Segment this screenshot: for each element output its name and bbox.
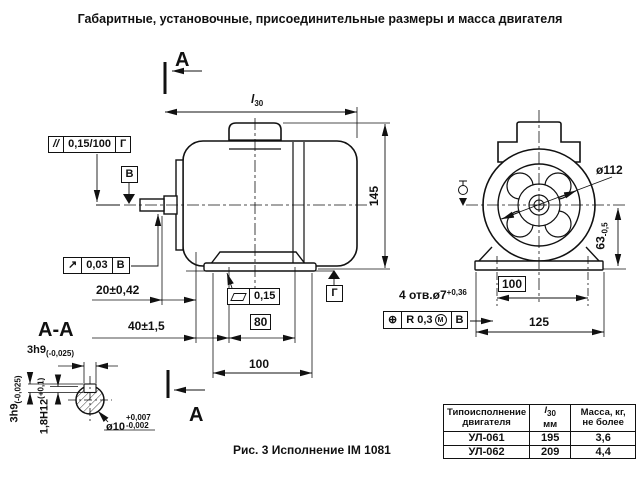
dim-feet-100: 100	[249, 357, 270, 371]
dim-base-125: 125	[529, 315, 550, 329]
cell-model: УЛ-062	[444, 445, 530, 459]
parallelism-datum: Г	[115, 137, 130, 152]
dim-80-framed: 80	[250, 314, 271, 330]
dim-height-145: 145	[367, 185, 381, 207]
table-row	[444, 432, 636, 446]
col-header-model: Типоисполнение двигателя	[444, 405, 530, 432]
dim-key-height: $3h9_{(-0,025)}$	[8, 375, 23, 423]
table-row	[444, 445, 636, 459]
flatness-icon	[228, 289, 249, 304]
table-header-row	[444, 405, 636, 432]
datum-flag-g: Г	[326, 285, 343, 302]
page-title: Габаритные, установочные, присоединительные размеры и масса двигателя	[77, 12, 563, 26]
section-view-title: A-A	[38, 319, 74, 341]
section-arrow-bottom-label: A	[189, 404, 204, 426]
col-header-l30: $l_{30}$ мм	[530, 405, 571, 432]
flatness-tolerance-frame	[227, 288, 280, 305]
dim-40: 40±1,5	[128, 319, 165, 333]
position-icon: ⊕	[388, 313, 398, 326]
figure-caption: Рис. 3 Исполнение IM 1081	[233, 443, 391, 457]
section-arrow-top-label: A	[175, 49, 190, 71]
side-view	[92, 62, 390, 398]
runout-tolerance-frame	[63, 257, 130, 274]
spec-table	[443, 404, 636, 459]
parallelism-tolerance-frame	[48, 136, 131, 153]
dim-keyway-depth: $1,8H12^{(+0,1)}$	[36, 377, 51, 435]
position-tolerance-frame	[383, 311, 468, 329]
runout-datum: В	[112, 258, 129, 273]
col-header-mass: Масса, кг, не более	[571, 405, 636, 432]
dim-axis-height: $63_{-0,5}$	[593, 222, 610, 250]
dim-shaft-20: 20±0,42	[96, 283, 140, 297]
cell-mass: 3,6	[571, 432, 636, 446]
m-circle-icon: M	[435, 314, 447, 326]
parallelism-icon: //	[53, 138, 60, 150]
cell-l30: 195	[530, 432, 571, 446]
cell-mass: 4,4	[571, 445, 636, 459]
dim-flange-dia: ø112	[596, 163, 623, 177]
dim-l30: $l_{30}$	[251, 92, 264, 108]
cell-model: УЛ-061	[444, 432, 530, 446]
datum-flag-b: В	[121, 166, 138, 183]
position-datum: В	[451, 312, 468, 328]
dim-front-100-framed: 100	[498, 276, 526, 292]
runout-value: 0,03	[81, 258, 111, 273]
parallelism-value: 0,15/100	[63, 137, 115, 152]
runout-arrow-icon: ↗	[68, 259, 78, 271]
dim-shaft-dia: ø10 +0,007 -0,002	[106, 413, 151, 433]
flatness-value: 0,15	[249, 289, 279, 304]
cell-l30: 209	[530, 445, 571, 459]
position-value: R 0,3 M	[401, 312, 450, 328]
dim-key-width: $3h9_{(-0,025)}$	[27, 344, 74, 358]
holes-note: 4 $отв.ø7^{+0,36}$	[399, 288, 467, 302]
